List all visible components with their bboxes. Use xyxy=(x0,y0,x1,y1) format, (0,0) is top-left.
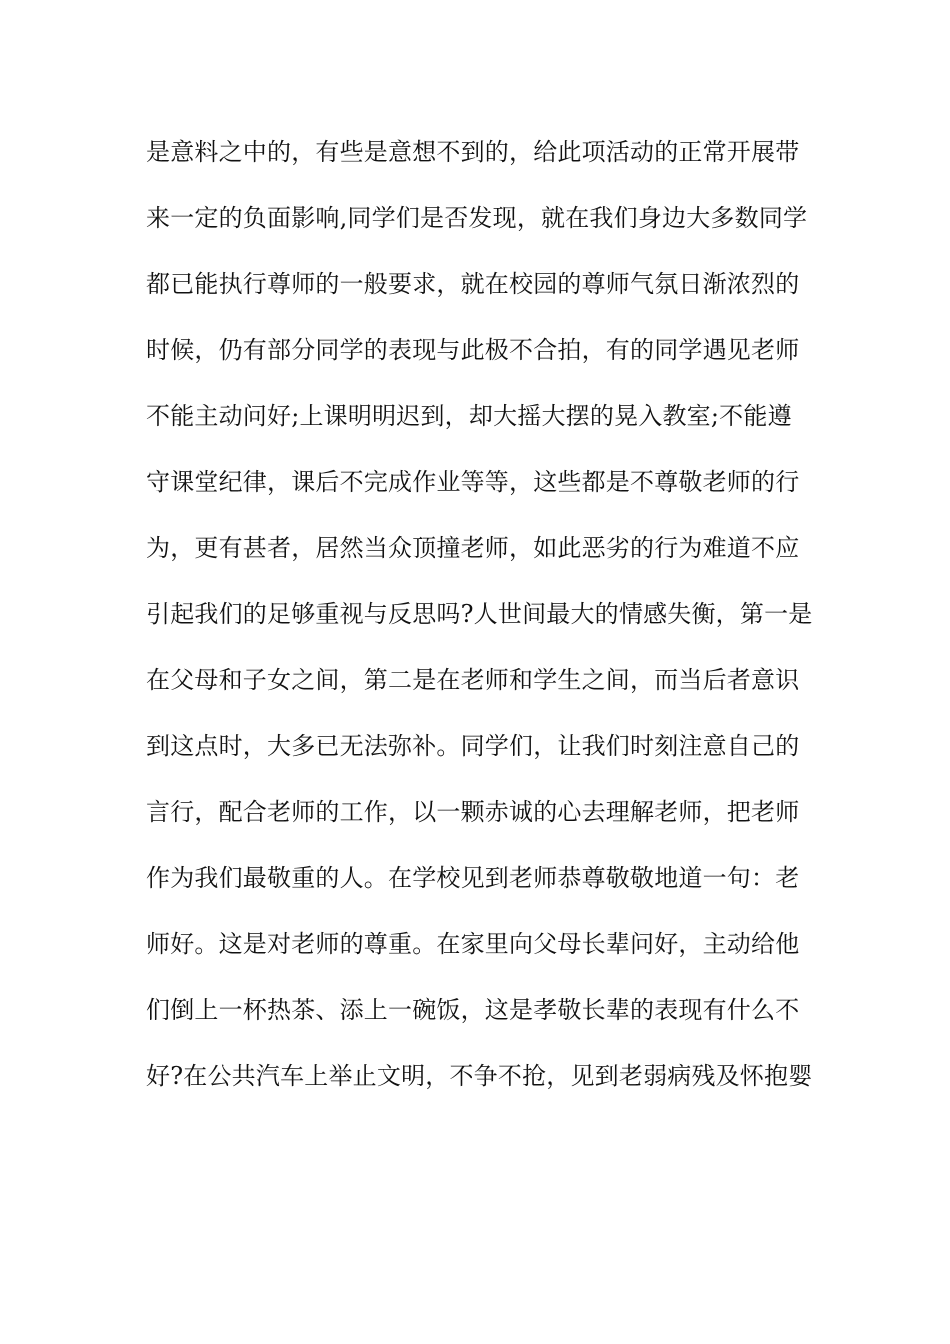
text-line-4: 时候，仍有部分同学的表现与此极不合拍，有的同学遇见老师 xyxy=(146,336,800,364)
text-line-11: 言行，配合老师的工作，以一颗赤诚的心去理解老师，把老师 xyxy=(146,798,800,826)
text-line-10: 到这点时，大多已无法弥补。同学们，让我们时刻注意自己的 xyxy=(146,732,800,760)
text-line-5: 不能主动问好;上课明明迟到，却大摇大摆的晃入教室;不能遵 xyxy=(146,402,792,430)
text-line-6: 守课堂纪律，课后不完成作业等等，这些都是不尊敬老师的行 xyxy=(146,468,800,496)
text-line-9: 在父母和子女之间，第二是在老师和学生之间，而当后者意识 xyxy=(146,666,800,694)
text-line-15: 好?在公共汽车上举止文明，不争不抢，见到老弱病残及怀抱婴 xyxy=(146,1062,813,1090)
text-line-7: 为，更有甚者，居然当众顶撞老师，如此恶劣的行为难道不应 xyxy=(146,534,800,562)
text-line-8: 引起我们的足够重视与反思吗?人世间最大的情感失衡，第一是 xyxy=(146,600,813,628)
text-line-2: 来一定的负面影响,同学们是否发现，就在我们身边大多数同学 xyxy=(146,204,808,232)
body-text xyxy=(146,130,816,1120)
text-line-14: 们倒上一杯热茶、添上一碗饭，这是孝敬长辈的表现有什么不 xyxy=(146,996,800,1024)
text-line-1: 是意料之中的，有些是意想不到的，给此项活动的正常开展带 xyxy=(146,138,800,166)
text-line-3: 都已能执行尊师的一般要求，就在校园的尊师气氛日渐浓烈的 xyxy=(146,270,800,298)
text-line-13: 师好。这是对老师的尊重。在家里向父母长辈问好，主动给他 xyxy=(146,930,800,958)
text-line-12: 作为我们最敬重的人。在学校见到老师恭尊敬敬地道一句：老 xyxy=(146,864,800,892)
